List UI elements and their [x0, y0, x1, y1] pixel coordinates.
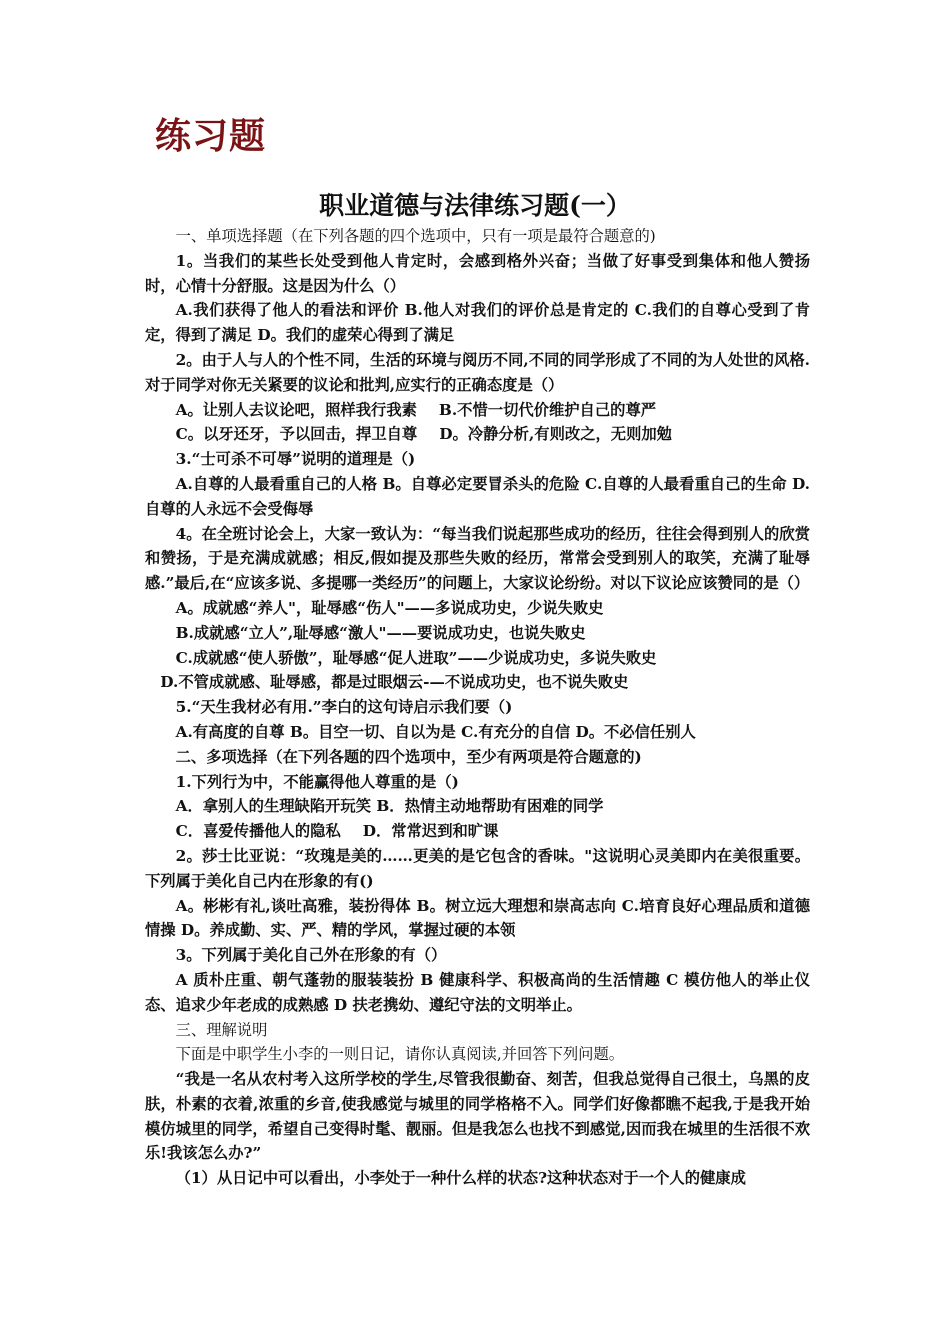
- m3-options: A 质朴庄重、朝气蓬勃的服装装扮 B 健康科学、积极高尚的生活情趣 C 模仿他人的举止仪态、追求少年老成的成熟感 D 扶老携幼、遵纪守法的文明举止。: [145, 970, 810, 1014]
- document-title: 职业道德与法律练习题(一）: [319, 191, 631, 220]
- diary-excerpt: “我是一名从农村考入这所学校的学生,尽管我很勤奋、刻苦，但我总觉得自己很土，乌黑的皮肤，朴素的衣着,浓重的乡音,使我感觉与城里的同学格格不入。同学们好像都瞧不起我,于是我开始模仿城里的同学，希望自己变得时髦、靓丽。但是我怎么也找不到感觉,因而我在城里的生活很不欢乐!我该怎么办?”: [145, 1070, 811, 1163]
- document-body: [145, 224, 810, 1191]
- q3-stem: 3.“士可杀不可辱”说明的道理是（): [175, 450, 416, 469]
- q2-option-a: A。让别人去议论吧，照样我行我素: [175, 400, 417, 419]
- m2-options: A。彬彬有礼,谈吐高雅，装扮得体 B。树立远大理想和崇高志向 C.培育良好心理品质和道德情操 D。养成勤、实、严、精的学风，掌握过硬的本领: [145, 896, 810, 940]
- q4-option-c: C.成就感“使人骄傲”，耻辱感“促人进取”——少说成功史，多说失败史: [175, 648, 657, 667]
- m1-option-d: D．常常迟到和旷课: [362, 822, 499, 841]
- q5-stem: 5.“天生我材必有用.”李白的这句诗启示我们要（): [175, 698, 513, 717]
- m3-stem: 3。下列属于美化自己外在形象的有（）: [175, 946, 447, 965]
- section-2-heading: 二、多项选择（在下列各题的四个选项中，至少有两项是符合题意的): [175, 747, 642, 766]
- q2-options-row2: [145, 422, 810, 447]
- q1-stem: 1。当我们的某些长处受到他人肯定时，会感到格外兴奋；当做了好事受到集体和他人赞扬时，心情十分舒服。这是因为什么（）: [145, 251, 810, 295]
- q4-option-b: B.成就感“立人”,耻辱感“激人"——要说成功史，也说失败史: [175, 623, 586, 642]
- section-1-heading: 一、单项选择题（在下列各题的四个选项中，只有一项是最符合题意的): [175, 227, 656, 245]
- page-heading: 练习题: [155, 116, 267, 157]
- q4-option-a: A。成就感“养人"，耻辱感“伤人"——多说成功史，少说失败史: [175, 598, 604, 617]
- m1-options-row2: [145, 819, 810, 844]
- m1-stem: 1.下列行为中，不能赢得他人尊重的是（): [175, 772, 459, 791]
- q4-option-d: D.不管成就感、耻辱感，都是过眼烟云-—不说成功史，也不说失败史: [160, 673, 629, 692]
- m2-stem: 2。莎士比亚说：“玫瑰是美的……更美的是它包含的香味。"这说明心灵美即内在美很重要。下列属于美化自己内在形象的有(): [145, 846, 810, 890]
- q2-option-b: B.不惜一切代价维护自己的尊严: [438, 400, 657, 419]
- q1-options: A.我们获得了他人的看法和评价 B.他人对我们的评价总是肯定的 C.我们的自尊心受到了肯定，得到了满足 D。我们的虚荣心得到了满足: [145, 301, 810, 345]
- q2-option-d: D。冷静分析,有则改之，无则加勉: [439, 425, 672, 444]
- q4-stem: 4。在全班讨论会上，大家一致认为：“每当我们说起那些成功的经历，往往会得到别人的欣赏和赞扬，于是充满成就感；相反,假如提及那些失败的经历，常常会受到别人的取笑，充满了耻辱感.”最后,在“应该多说、多提哪一类经历”的问题上，大家议论纷纷。对以下议论应该赞同的是（）: [145, 524, 810, 593]
- m1-option-c: C．喜爱传播他人的隐私: [175, 822, 341, 841]
- question-1: （1）从日记中可以看出，小李处于一种什么样的状态?这种状态对于一个人的健康成: [175, 1169, 746, 1188]
- reading-intro: 下面是中职学生小李的一则日记，请你认真阅读,并回答下列问题。: [175, 1045, 625, 1064]
- q2-options-row1: [145, 398, 810, 423]
- m1-options-row1: A．拿别人的生理缺陷开玩笑 B．热情主动地帮助有困难的同学: [175, 797, 604, 816]
- q5-options: A.有高度的自尊 B。目空一切、自以为是 C.有充分的自信 D。不必信任别人: [175, 722, 696, 741]
- q3-options: A.自尊的人最看重自己的人格 B。自尊必定要冒杀头的危险 C.自尊的人最看重自己的生命 D.自尊的人永远不会受侮辱: [145, 474, 810, 518]
- section-3-heading: 三、理解说明: [175, 1020, 268, 1039]
- q2-option-c: C。以牙还牙，予以回击，捍卫自尊: [175, 425, 418, 444]
- q2-stem: 2。由于人与人的个性不同，生活的环境与阅历不同,不同的同学形成了不同的为人处世的风格.对于同学对你无关紧要的议论和批判,应实行的正确态度是（）: [145, 350, 810, 394]
